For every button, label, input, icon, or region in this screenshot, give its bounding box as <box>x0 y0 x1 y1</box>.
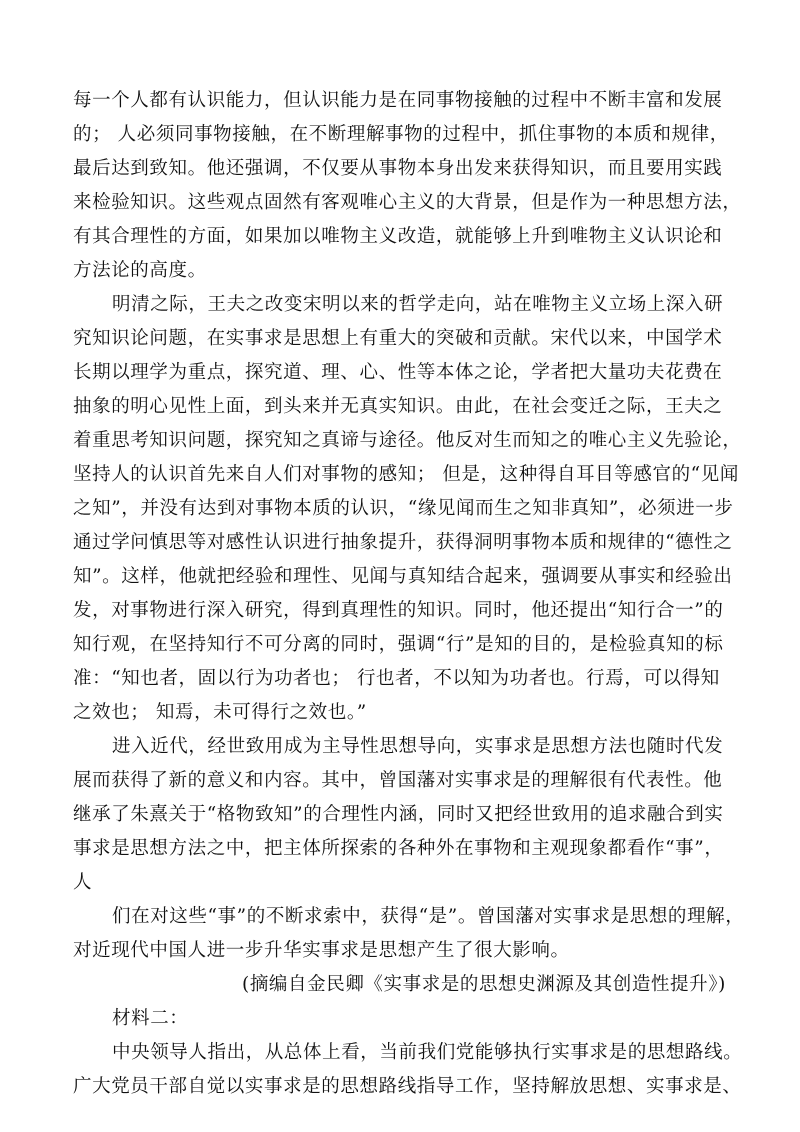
text-line: 每一个人都有认识能力，但认识能力是在同事物接触的过程中不断丰富和发展 <box>73 90 723 111</box>
text-line: 方法论的高度。 <box>73 260 207 281</box>
text-line: 准：“知也者，固以行为功者也； 行也者，不以知为功者也。行焉，可以得知 <box>73 668 720 689</box>
text-line: 对近现代中国人进一步升华实事求是思想产生了很大影响。 <box>73 940 570 961</box>
text-line: 人 <box>73 872 93 893</box>
text-line: 的； 人必须同事物接触，在不断理解事物的过程中，抓住事物的本质和规律， <box>73 124 729 145</box>
text-line: 发，对事物进行深入研究，得到真理性的知识。同时，他还提出“知行合一”的 <box>73 600 724 621</box>
text-line: 有其合理性的方面，如果加以唯物主义改造，就能够上升到唯物主义认识论和 <box>73 226 723 247</box>
text-line: 们在对这些“事”的不断求索中，获得“是”。曾国藩对实事求是思想的理解， <box>112 906 745 927</box>
text-line: 中央领导人指出，从总体上看，当前我们党能够执行实事求是的思想路线。 <box>112 1042 743 1063</box>
text-line: 之效也； 知焉，未可得行之效也。” <box>73 702 367 723</box>
text-line: 知”。这样，他就把经验和理性、见闻与真知结合起来，强调要从事实和经验出 <box>73 566 733 587</box>
text-line: 知行观，在坚持知行不可分离的同时，强调“行”是知的目的，是检验真知的标 <box>73 634 724 655</box>
text-line: 展而获得了新的意义和内容。其中，曾国藩对实事求是的理解很有代表性。他 <box>73 770 723 791</box>
text-line: 着重思考知识问题，探究知之真谛与途径。他反对生而知之的唯心主义先验论， <box>73 430 742 451</box>
text-line: 之知”，并没有达到对事物本质的认识，“缘见闻而生之知非真知”，必须进一步 <box>73 498 734 519</box>
text-line: 继承了朱熹关于“格物致知”的合理性内涵，同时又把经世致用的追求融合到实 <box>73 804 724 825</box>
text-line: 长期以理学为重点，探究道、理、心、性等本体之论，学者把大量功夫花费在 <box>73 362 723 383</box>
text-line: 明清之际，王夫之改变宋明以来的哲学走向，站在唯物主义立场上深入研 <box>112 294 724 315</box>
text-line: 抽象的明心见性上面，到头来并无真实知识。由此，在社会变迁之际，王夫之 <box>73 396 723 417</box>
text-line: 坚持人的认识首先来自人们对事物的感知； 但是，这种得自耳目等感官的“见闻 <box>73 464 739 485</box>
text-line: 广大党员干部自觉以实事求是的思想路线指导工作，坚持解放思想、实事求是、 <box>73 1076 742 1097</box>
text-line: 来检验知识。这些观点固然有客观唯心主义的大背景，但是作为一种思想方法， <box>73 192 742 213</box>
section-heading: 材料二： <box>112 1008 189 1029</box>
text-line: 通过学问慎思等对感性认识进行抽象提升，获得洞明事物本质和规律的“德性之 <box>73 532 733 553</box>
text-line: 究知识论问题，在实事求是思想上有重大的突破和贡献。宋代以来，中国学术 <box>73 328 723 349</box>
source-citation: (摘编自金民卿《实事求是的思想史渊源及其创造性提升》) <box>242 974 726 995</box>
text-line: 进入近代，经世致用成为主导性思想导向，实事求是思想方法也随时代发 <box>112 736 724 757</box>
text-line: 最后达到致知。他还强调，不仅要从事物本身出发来获得知识，而且要用实践 <box>73 158 723 179</box>
text-line: 事求是思想方法之中，把主体所探索的各种外在事物和主观现象都看作“事”， <box>73 838 724 859</box>
